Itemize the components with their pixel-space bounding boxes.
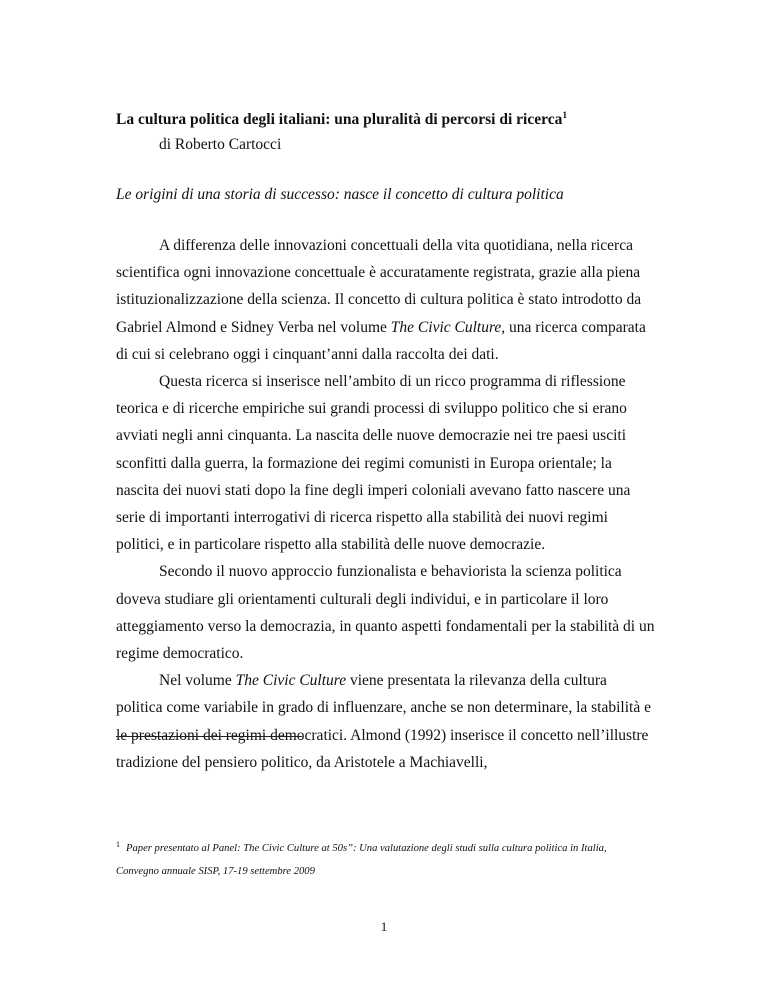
document-title bbox=[116, 111, 567, 129]
book-title-italic: The Civic Culture, bbox=[390, 318, 506, 336]
footnote-text: Paper presentato al Panel: The Civic Culture at 50s”: Una valutazione degli studi sulla cultura politica in Italia, Convegno annuale SISP, 17-19 settembre 2009 bbox=[116, 843, 607, 877]
paragraph-2 bbox=[116, 368, 656, 558]
footnote-separator bbox=[116, 736, 302, 737]
book-title-italic: The Civic Culture bbox=[235, 672, 347, 690]
paragraph-1-text-end: una ricerca comparata di cui si celebrano oggi i cinquant’anni dalla raccolta dei dati. bbox=[116, 318, 646, 363]
author-line: di Roberto Cartocci bbox=[159, 136, 282, 153]
paragraph-4-text-end: viene presentata la rilevanza della cultura politica come variabile in grado di influenzare, anche se non determinare, la stabilità e le prestazioni dei regimi democratici. Almond (1992) inserisce il concetto nell’illustre tradizione del pensiero politico, da Aristotele a Machiavelli, bbox=[116, 672, 651, 771]
paragraph-3-text: Secondo il nuovo approccio funzionalista e behaviorista la scienza politica doveva studiare gli orientamenti culturali degli individui, e in particolare il loro atteggiamento verso la democrazia, in quanto aspetti fondamentali per la stabilità di un regime democratico. bbox=[116, 563, 655, 663]
title-text: La cultura politica degli italiani: una pluralità di percorsi di ricerca bbox=[116, 111, 563, 128]
paragraph-4-text: Nel volume bbox=[159, 672, 236, 690]
section-heading: Le origini di una storia di successo: nasce il concetto di cultura politica bbox=[116, 186, 564, 203]
page-number: 1 bbox=[380, 919, 388, 934]
body-text bbox=[116, 232, 656, 776]
footnote-marker: 1 bbox=[116, 840, 120, 849]
paragraph-4 bbox=[116, 667, 656, 776]
paragraph-1 bbox=[116, 232, 656, 368]
paragraph-2-text: Questa ricerca si inserisce nell’ambito di un ricco programma di riflessione teorica e di ricerche empiriche sui grandi processi di sviluppo politico che si erano avviati negli anni cinquanta. La nascita delle nuove democrazie nei tre paesi usciti sconfitti dalla guerra, la formazione dei regimi comunisti in Europa orientale; la nascita dei nuovi stati dopo la fine degli imperi coloniali avevano fatto nascere una serie di importanti interrogativi di ricerca rispetto alla stabilità dei nuovi regimi politici, e in particolare rispetto alla stabilità delle nuove democrazie. bbox=[116, 373, 631, 554]
paragraph-3 bbox=[116, 558, 656, 667]
paragraph-1-text: A differenza delle innovazioni concettuali della vita quotidiana, nella ricerca scientifica ogni innovazione concettuale è accuratamente registrata, grazie alla piena istituzionalizzazione della scienza. Il concetto di cultura politica è stato introdotto da Gabriel Almond e Sidney Verba nel volume bbox=[116, 237, 642, 336]
title-footnote-ref: 1 bbox=[562, 111, 568, 121]
footnote bbox=[116, 833, 636, 883]
